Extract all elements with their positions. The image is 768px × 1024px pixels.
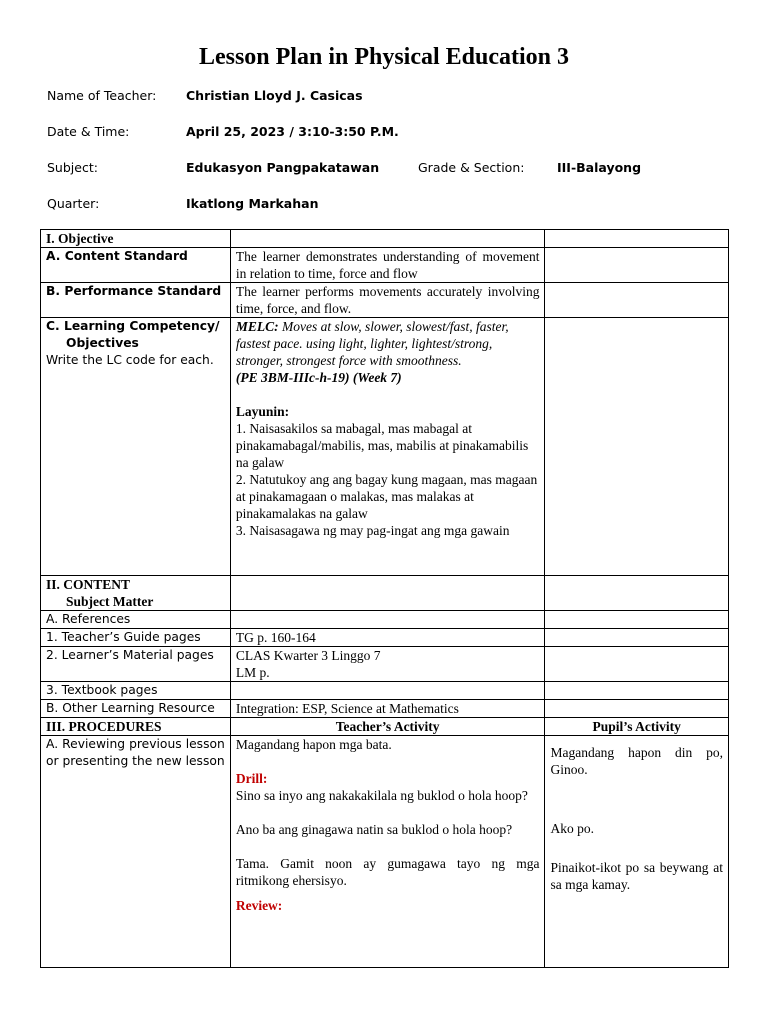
- other-resource-value: Integration: ESP, Science at Mathematics: [230, 700, 545, 718]
- layunin-item: 1. Naisasakilos sa mabagal, mas mabagal at pinakamabagal/mabilis, mas, mabilis at pinakamabilis na galaw: [235, 421, 529, 470]
- pupil-answer: Pinaikot-ikot po sa beywang at sa mga kamay.: [550, 860, 723, 892]
- pupil-activity-header: Pupil’s Activity: [545, 718, 729, 736]
- table-row: [41, 576, 729, 611]
- layunin-item: 2. Natutukoy ang ang bagay kung magaan, mas magaan at pinakamagaan o malakas, mas malakas at pinakamalakas na galaw: [235, 472, 538, 521]
- melc-text: Moves at slow, slower, slowest/fast, faster, fastest pace. using light, lighter, lightest/strong, stronger, strongest force with smoothness.: [235, 319, 509, 368]
- teacher-answer: Tama. Gamit noon ay gumagawa tayo ng mga ritmikong ehersisyo.: [235, 856, 540, 888]
- content-standard-text: The learner demonstrates understanding of movement in relation to time, force and flow: [230, 248, 545, 283]
- date-label: Date & Time:: [47, 124, 130, 139]
- lesson-plan-table: [40, 229, 729, 968]
- table-row: [41, 682, 729, 700]
- other-resource-label: B. Other Learning Resource: [41, 700, 231, 718]
- table-row: [41, 248, 729, 283]
- table-row: [41, 611, 729, 629]
- grade-value: III-Balayong: [557, 160, 642, 175]
- pupil-greeting: Magandang hapon din po, Ginoo.: [550, 745, 723, 777]
- competency-label: C. Learning Competency/: [46, 319, 220, 333]
- textbook-label: 3. Textbook pages: [41, 682, 231, 700]
- performance-standard-text: The learner performs movements accurately involving time, force, and flow.: [230, 283, 545, 318]
- content-standard-label: A. Content Standard: [41, 248, 231, 283]
- table-row: [41, 718, 729, 736]
- lm-value: CLAS Kwarter 3 Linggo 7: [235, 648, 381, 663]
- tg-label: 1. Teacher’s Guide pages: [41, 629, 231, 647]
- layunin-label: Layunin:: [235, 404, 290, 419]
- lc-code-note: Write the LC code for each.: [46, 353, 214, 367]
- subject-value: Edukasyon Pangpakatawan: [186, 160, 380, 175]
- table-row: [41, 700, 729, 718]
- teacher-value: Christian Lloyd J. Casicas: [186, 88, 363, 103]
- references-label: A. References: [41, 611, 231, 629]
- content-heading: II. CONTENT: [46, 577, 131, 592]
- grade-label: Grade & Section:: [418, 160, 525, 175]
- date-value: April 25, 2023 / 3:10-3:50 P.M.: [186, 124, 399, 139]
- teacher-activity-header: Teacher’s Activity: [230, 718, 545, 736]
- teacher-label: Name of Teacher:: [47, 88, 157, 103]
- performance-standard-label: B. Performance Standard: [41, 283, 231, 318]
- objective-heading: I. Objective: [41, 230, 231, 248]
- layunin-item: 3. Naisasagawa ng may pag-ingat ang mga gawain: [235, 523, 510, 538]
- step-a-label: A. Reviewing previous lesson or presenting the new lesson: [41, 736, 231, 968]
- subject-label: Subject:: [47, 160, 98, 175]
- lc-code: (PE 3BM-IIIc-h-19) (Week 7): [235, 370, 402, 385]
- table-row: [41, 318, 729, 576]
- table-row: [41, 647, 729, 682]
- subject-matter-heading: Subject Matter: [66, 594, 154, 609]
- table-row: [41, 629, 729, 647]
- teacher-greeting: Magandang hapon mga bata.: [235, 737, 392, 752]
- drill-label: Drill:: [235, 771, 268, 786]
- melc-label: MELC:: [235, 319, 279, 334]
- teacher-question: Sino sa inyo ang nakakakilala ng buklod o hola hoop?: [235, 788, 528, 803]
- table-row: [41, 230, 729, 248]
- teacher-question: Ano ba ang ginagawa natin sa buklod o hola hoop?: [235, 822, 513, 837]
- table-row: [41, 736, 729, 968]
- tg-value: TG p. 160-164: [230, 629, 545, 647]
- table-row: [41, 283, 729, 318]
- quarter-value: Ikatlong Markahan: [186, 196, 319, 211]
- procedures-heading: III. PROCEDURES: [41, 718, 231, 736]
- quarter-label: Quarter:: [47, 196, 100, 211]
- objectives-label: Objectives: [66, 336, 139, 350]
- review-label: Review:: [235, 898, 283, 913]
- pupil-reply: Ako po.: [550, 821, 594, 836]
- page-title: Lesson Plan in Physical Education 3: [198, 44, 570, 70]
- lm-page: LM p.: [235, 665, 270, 680]
- lm-label: 2. Learner’s Material pages: [41, 647, 231, 682]
